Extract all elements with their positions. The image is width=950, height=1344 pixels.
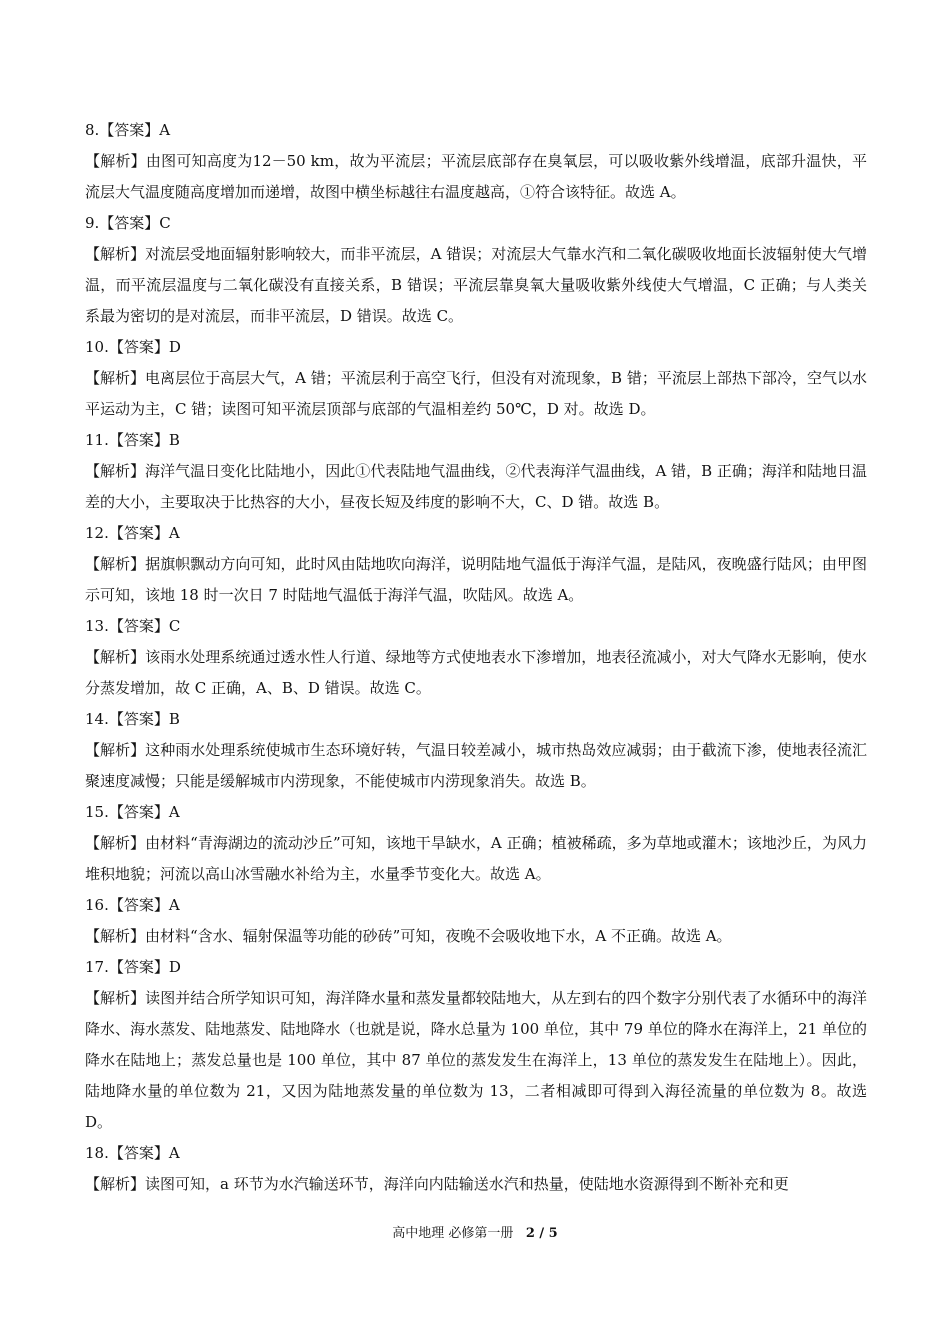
- question-item: [85, 208, 867, 332]
- answer-line: 8.【答案】A: [85, 121, 171, 139]
- explanation-text: 【解析】据旗帜飘动方向可知，此时风由陆地吹向海洋，说明陆地气温低于海洋气温，是陆风，夜晚盛行陆风；由甲图示可知，该地 18 时一次日 7 时陆地气温低于海洋气温，吹陆风。故选 A。: [85, 555, 867, 604]
- question-item: [85, 1138, 867, 1200]
- question-item: [85, 704, 867, 797]
- explanation-text: 【解析】对流层受地面辐射影响较大，而非平流层，A 错误；对流层大气靠水汽和二氧化碳吸收地面长波辐射使大气增温，而平流层温度与二氧化碳没有直接关系，B 错误；平流层靠臭氧大量吸收紫外线使大气增温，C 正确；与人类关系最为密切的是对流层，而非平流层，D 错误。故选 C。: [85, 245, 867, 325]
- explanation-text: 【解析】由图可知高度为12－50 km，故为平流层；平流层底部存在臭氧层，可以吸收紫外线增温，底部升温快，平流层大气温度随高度增加而递增，故图中横坐标越往右温度越高，①符合该特征。故选 A。: [85, 152, 867, 201]
- explanation-text: 【解析】读图并结合所学知识可知，海洋降水量和蒸发量都较陆地大，从左到右的四个数字分别代表了水循环中的海洋降水、海水蒸发、陆地蒸发、陆地降水（也就是说，降水总量为 100 单位，其中 79 单位的降水在海洋上，21 单位的降水在陆地上；蒸发总量也是 100 单位，其中 87 单位的蒸发发生在海洋上，13 单位的蒸发发生在陆地上）。因此，陆地降水量的单位数为 21，又因为陆地蒸发量的单位数为 13，二者相减即可得到入海径流量的单位数为 8。故选 D。: [85, 989, 867, 1131]
- answer-line: 10.【答案】D: [85, 338, 181, 356]
- answer-line: 9.【答案】C: [85, 214, 171, 232]
- answer-line: 17.【答案】D: [85, 958, 181, 976]
- question-item: [85, 425, 867, 518]
- question-item: [85, 332, 867, 425]
- question-item: [85, 518, 867, 611]
- question-item: [85, 890, 867, 952]
- answer-line: 12.【答案】A: [85, 524, 180, 542]
- explanation-text: 【解析】该雨水处理系统通过透水性人行道、绿地等方式使地表水下渗增加，地表径流减小，对大气降水无影响，使水分蒸发增加，故 C 正确，A、B、D 错误。故选 C。: [85, 648, 867, 697]
- page-footer: [0, 1225, 950, 1243]
- answer-line: 15.【答案】A: [85, 803, 180, 821]
- explanation-text: 【解析】这种雨水处理系统使城市生态环境好转，气温日较差减小，城市热岛效应减弱；由于截流下渗，使地表径流汇聚速度减慢；只能是缓解城市内涝现象，不能使城市内涝现象消失。故选 B。: [85, 741, 867, 790]
- answer-line: 18.【答案】A: [85, 1144, 180, 1162]
- answer-line: 16.【答案】A: [85, 896, 180, 914]
- explanation-text: 【解析】由材料“青海湖边的流动沙丘”可知，该地干旱缺水，A 正确；植被稀疏，多为草地或灌木；该地沙丘，为风力堆积地貌；河流以高山冰雪融水补给为主，水量季节变化大。故选 A。: [85, 834, 867, 883]
- explanation-text: 【解析】海洋气温日变化比陆地小，因此①代表陆地气温曲线，②代表海洋气温曲线，A 错，B 正确；海洋和陆地日温差的大小，主要取决于比热容的大小，昼夜长短及纬度的影响不大，C、D 错。故选 B。: [85, 462, 867, 511]
- question-item: [85, 797, 867, 890]
- footer-subject: 高中地理 必修第一册: [392, 1226, 514, 1241]
- explanation-text: 【解析】由材料“含水、辐射保温等功能的砂砖”可知，夜晚不会吸收地下水，A 不正确。故选 A。: [85, 927, 732, 945]
- explanation-text: 【解析】电离层位于高层大气，A 错；平流层利于高空飞行，但没有对流现象，B 错；平流层上部热下部冷，空气以水平运动为主，C 错；读图可知平流层顶部与底部的气温相差约 50℃，D 对。故选 D。: [85, 369, 867, 418]
- question-item: [85, 115, 867, 208]
- answer-line: 11.【答案】B: [85, 431, 180, 449]
- answer-line: 14.【答案】B: [85, 710, 180, 728]
- explanation-text: 【解析】读图可知，a 环节为水汽输送环节，海洋向内陆输送水汽和热量，使陆地水资源得到不断补充和更: [85, 1175, 789, 1193]
- answer-line: 13.【答案】C: [85, 617, 181, 635]
- answer-list: [85, 115, 867, 1200]
- page-number: 2 / 5: [525, 1226, 558, 1241]
- question-item: [85, 611, 867, 704]
- question-item: [85, 952, 867, 1138]
